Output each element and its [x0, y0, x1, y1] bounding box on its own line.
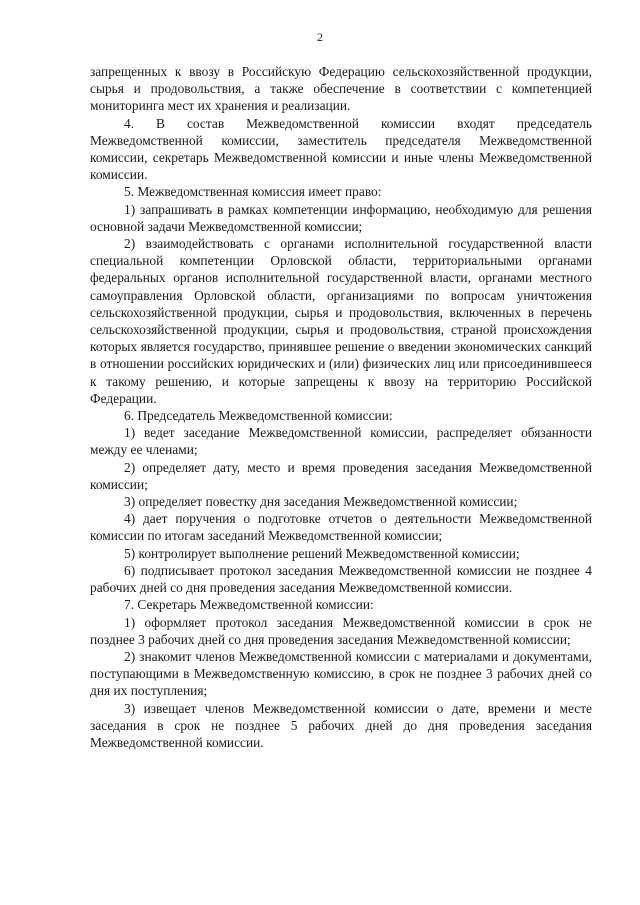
paragraph-item-7: 7. Секретарь Межведомственной комиссии:	[124, 597, 374, 613]
paragraph-item-7-3: 3) извещает членов Межведомственной комиссии о дате, времени и месте заседания в срок не позднее 5 рабочих дней до дня проведения заседания Межведомственной комиссии.	[90, 700, 592, 750]
paragraph-item-6-2: 2) определяет дату, место и время проведения заседания Межведомственной комиссии;	[90, 459, 592, 492]
page-number: 2	[317, 30, 323, 44]
paragraph-item-5-1: 1) запрашивать в рамках компетенции информацию, необходимую для решения основной задачи Межведомственной комиссии;	[90, 201, 592, 234]
paragraph-item-7-1: 1) оформляет протокол заседания Межведомственной комиссии в срок не позднее 3 рабочих дней со дня проведения заседания Межведомственной комиссии;	[90, 614, 592, 647]
paragraph-continuation: запрещенных к ввозу в Российскую Федерацию сельскохозяйственной продукции, сырья и продовольствия, а также обеспечение в соответствии с компетенцией мониторинга мест их хранения и реализации.	[90, 64, 592, 114]
paragraph-item-7-2: 2) знакомит членов Межведомственной комиссии с материалами и документами, поступающими в Межведомственную комиссию, в срок не позднее 3 рабочих дней со дня их поступления;	[90, 648, 592, 699]
paragraph-item-6-5: 5) контролирует выполнение решений Межведомственной комиссии;	[124, 545, 520, 561]
document-body	[90, 63, 592, 751]
paragraph-item-4: 4. В состав Межведомственной комиссии входят председатель Межведомственной комиссии, заместитель председателя Межведомственной комиссии, секретарь Межведомственной комиссии и иные члены Межведомственной комиссии.	[90, 115, 592, 183]
paragraph-item-6: 6. Председатель Межведомственной комиссии:	[124, 408, 393, 424]
paragraph-item-6-4: 4) дает поручения о подготовке отчетов о деятельности Межведомственной комиссии по итогам заседаний Межведомственной комиссии;	[90, 511, 592, 544]
paragraph-item-6-3: 3) определяет повестку дня заседания Межведомственной комиссии;	[124, 494, 518, 510]
paragraph-item-6-6: 6) подписывает протокол заседания Межведомственной комиссии не позднее 4 рабочих дней со дня проведения заседания Межведомственной комиссии.	[90, 562, 592, 596]
paragraph-item-6-1: 1) ведет заседание Межведомственной комиссии, распределяет обязанности между ее членами;	[90, 425, 592, 458]
paragraph-item-5: 5. Межведомственная комиссия имеет право:	[124, 184, 382, 200]
paragraph-item-5-2: 2) взаимодействовать с органами исполнительной государственной власти специальной компетенции Орловской области, территориальными органами федеральных органов исполнительной государственной власти, органами местного самоуправления Орловской области, организациями по вопросам уничтожения сельскохозяйственной продукции, сырья и продовольствия, включенных в перечень сельскохозяйственной продукции, сырья и продовольствия, страной происхождения которых является государство, принявшее решение о введении экономических санкций в отношении российских юридических и (или) физических лиц или присоединившееся к такому решению, и которые запрещены к ввозу на территорию Российской Федерации.	[90, 236, 592, 406]
